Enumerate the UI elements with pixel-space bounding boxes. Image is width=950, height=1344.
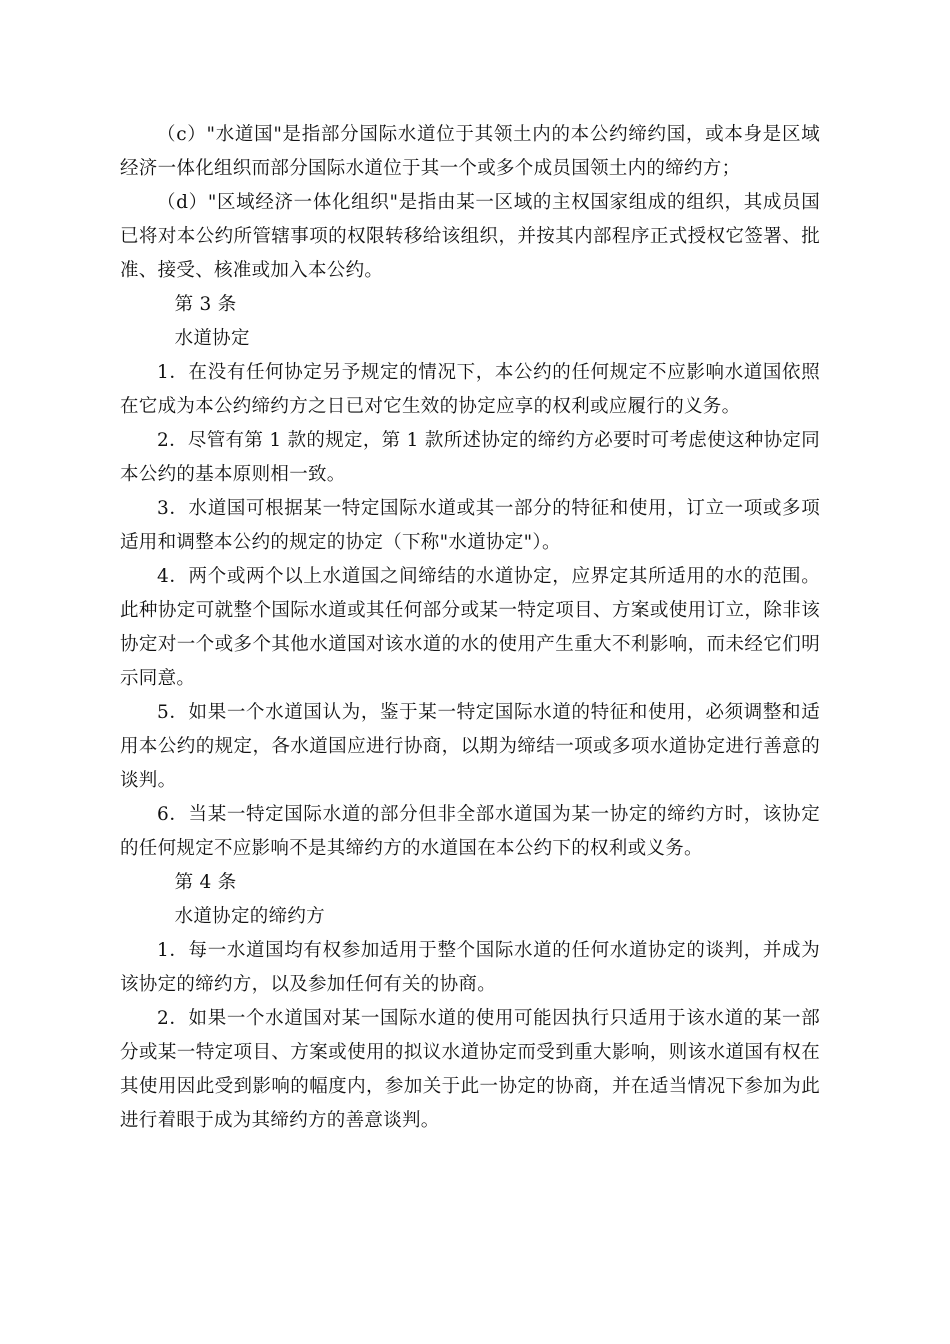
article-4-item-1: 1．每一水道国均有权参加适用于整个国际水道的任何水道协定的谈判，并成为该协定的缔约方，以及参加任何有关的协商。 <box>120 940 820 995</box>
article-3-title: 水道协定 <box>174 328 250 349</box>
document-page <box>120 118 820 1138</box>
article-3-item-2: 2．尽管有第 1 款的规定，第 1 款所述协定的缔约方必要时可考虑使这种协定同本公约的基本原则相一致。 <box>120 430 820 485</box>
article-3-item-3: 3．水道国可根据某一特定国际水道或其一部分的特征和使用，订立一项或多项适用和调整本公约的规定的协定（下称"水道协定"）。 <box>120 498 820 553</box>
article-4-number: 第 4 条 <box>174 872 237 893</box>
article-3-item-1: 1．在没有任何协定另予规定的情况下，本公约的任何规定不应影响水道国依照在它成为本公约缔约方之日已对它生效的协定应享的权利或应履行的义务。 <box>120 362 820 417</box>
paragraph-definition-c: （c）"水道国"是指部分国际水道位于其领土内的本公约缔约国，或本身是区域经济一体化组织而部分国际水道位于其一个或多个成员国领土内的缔约方； <box>120 124 820 179</box>
paragraph-definition-d: （d）"区域经济一体化组织"是指由某一区域的主权国家组成的组织，其成员国已将对本公约所管辖事项的权限转移给该组织，并按其内部程序正式授权它签署、批准、接受、核准或加入本公约。 <box>120 192 820 281</box>
article-4-item-2: 2．如果一个水道国对某一国际水道的使用可能因执行只适用于该水道的某一部分或某一特定项目、方案或使用的拟议水道协定而受到重大影响，则该水道国有权在其使用因此受到影响的幅度内，参加关于此一协定的协商，并在适当情况下参加为此进行着眼于成为其缔约方的善意谈判。 <box>120 1008 820 1131</box>
article-3-number: 第 3 条 <box>174 294 237 315</box>
article-3-item-5: 5．如果一个水道国认为，鉴于某一特定国际水道的特征和使用，必须调整和适用本公约的规定，各水道国应进行协商，以期为缔结一项或多项水道协定进行善意的谈判。 <box>120 702 820 791</box>
article-4-title: 水道协定的缔约方 <box>174 906 325 927</box>
article-3-item-6: 6．当某一特定国际水道的部分但非全部水道国为某一协定的缔约方时，该协定的任何规定不应影响不是其缔约方的水道国在本公约下的权利或义务。 <box>120 804 820 859</box>
article-3-item-4: 4．两个或两个以上水道国之间缔结的水道协定，应界定其所适用的水的范围。此种协定可就整个国际水道或其任何部分或某一特定项目、方案或使用订立，除非该协定对一个或多个其他水道国对该水道的水的使用产生重大不利影响，而未经它们明示同意。 <box>120 566 820 689</box>
